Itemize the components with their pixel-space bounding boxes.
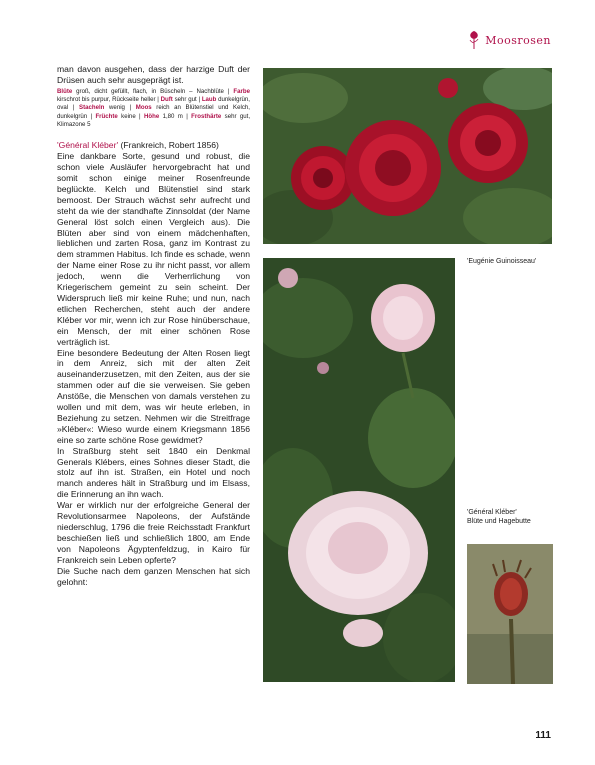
fact-key: Frosthärte (191, 112, 222, 120)
paragraph-5: Die Suche nach dem ganzen Menschen hat sich gelohnt: (57, 565, 250, 587)
fact-value: sehr gut, Klimazone 5 (57, 112, 251, 128)
section-title: 'Général Kléber' (57, 140, 119, 151)
caption-top: 'Eugénie Guinoisseau' (467, 258, 537, 265)
paragraph-2: Eine besondere Bedeutung der Alten Rosen liegt in dem Anreiz, sich mit der alten Zeit auseinanderzusetzen, mit den Zeiten, aus der sie stammen oder auf die sie verweisen. Sie geben Anstöße, die Menschen von damals verstehen zu wollen und mit dem, was wir heute erleben, in Beziehung zu setzen. Nehmen wir die Streitfrage »Kléber«: Wieso wurde einem Kriegsmann 1856 eine so zarte schöne Rose gewidmet? (57, 347, 250, 445)
fact-value: keine | (117, 112, 144, 120)
fact-key: Laub (201, 96, 217, 104)
fact-value: 1,80 m | (159, 112, 192, 120)
fact-key: Höhe (144, 112, 160, 120)
section-heading (57, 140, 250, 151)
fact-key: Farbe (233, 87, 250, 95)
fact-key: Früchte (95, 112, 118, 120)
fact-value: reich an Blütenstiel und Kelch, dunkelgrün | (57, 104, 250, 120)
fact-value: groß, dicht gefüllt, flach, in Büscheln – Nachblüte | (72, 87, 234, 95)
paragraph-3: In Straßburg steht seit 1840 ein Denkmal Generals Klébers, eines Sohnes dieser Stadt, die stolz auf ihn ist. Straßen, ein Hotel und noch manch anderes hält in Straßburg und im Elsass, die Erinnerung an ihn wach. (57, 445, 250, 500)
photo-general-kleber-bloom (263, 258, 455, 682)
fact-key: Duft (160, 96, 173, 104)
fact-key: Blüte (57, 87, 73, 95)
fact-key: Stacheln (79, 104, 105, 112)
fact-value: wenig | (104, 104, 136, 112)
caption-bottom (467, 508, 531, 526)
running-header (467, 30, 551, 50)
caption-bottom-line-2: Blüte und Hagebutte (467, 518, 531, 525)
paragraph-4: War er wirklich nur der erfolgreiche General der Revolutionsarmee Napoleons, der Aufstände niederschlug, 1796 die freie Reichsstadt Frankfurt beschießen ließ und schließlich 1800, am Ende von Napoleons Ägyptenfeldzug, in Kairo für Frankreich sein Leben opferte? (57, 500, 250, 565)
rosebud-icon (467, 30, 481, 50)
paragraph-1: Eine dankbare Sorte, gesund und robust, die schon viele Ausläufer hervorgebracht hat und somit schon einige meiner Rosenfreunde beglückte. Kelch und Blütenstiel sind stark bemoost. Der Strauch wächst sehr aufrecht und steht da wie der standhafte Zinnsoldat (der Name General löst solch einen Vergleich aus). Die Blüten aber sind von einem mädchenhaften, lieblichen und zarten Rosa, ganz im Kontrast zu dem strammen Habitus. Ich finde es schade, wenn der Name einer Rose zu ihr nicht passt, vor allem jedoch, wenn die Verherrlichung von Kriegerischem gemeint zu sein scheint. Der Widerspruch ließ mir keine Ruhe; und nun, nach etlichen Recherchen, steht auch der andere Kléber vor mir, wenn ich zur Rose hinüberschaue, ein Mensch, der mit einer schönen Rose verträglich ist. (57, 151, 250, 347)
body-text-column (57, 64, 250, 587)
page-number: 111 (535, 730, 551, 741)
rose-facts (57, 88, 250, 129)
photo-rose-hip (467, 544, 553, 684)
intro-paragraph: man davon ausgehen, dass der harzige Duft der Drüsen auch sehr ausgeprägt ist. (57, 64, 250, 85)
fact-value: sehr gut | (172, 96, 202, 104)
section-meta: (Frankreich, Robert 1856) (120, 140, 219, 151)
fact-key: Moos (135, 104, 152, 112)
caption-bottom-line-1: 'Général Kléber' (467, 509, 517, 516)
chapter-title: Moosrosen (485, 33, 551, 47)
fact-value: kirschrot bis purpur, Rückseite heller | (57, 96, 161, 104)
fact-value: dunkelgrün, oval | (57, 96, 250, 112)
photo-eugenie-guinoisseau (263, 68, 552, 244)
